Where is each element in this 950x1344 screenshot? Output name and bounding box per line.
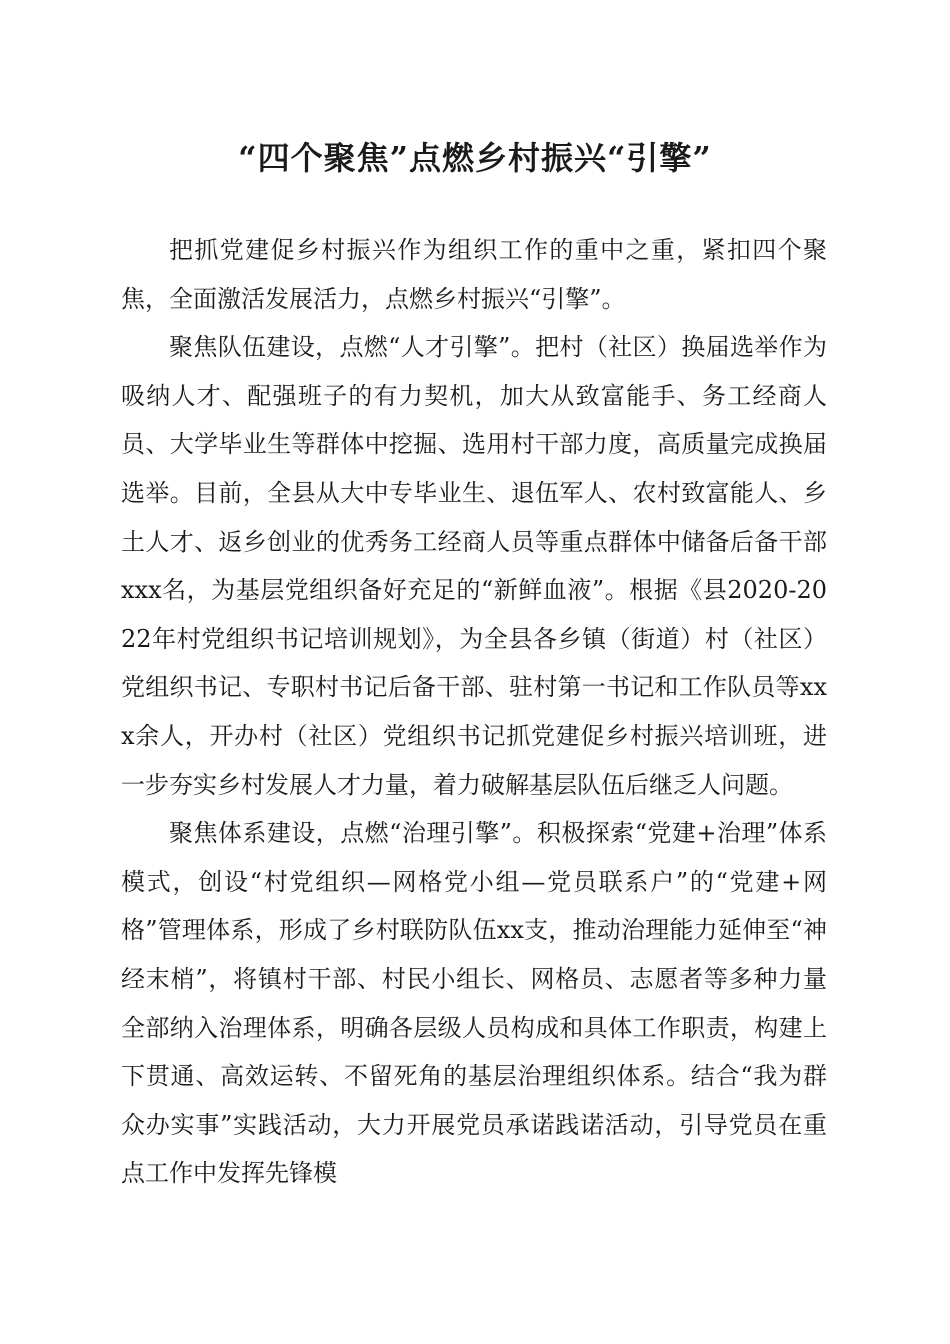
document-body	[121, 226, 827, 1198]
paragraph-intro: 把抓党建促乡村振兴作为组织工作的重中之重，紧扣四个聚焦，全面激活发展活力，点燃乡村振兴“引擎”。	[121, 236, 827, 313]
document-title: “四个聚焦”点燃乡村振兴“引擎”	[238, 139, 712, 177]
paragraph-talent-engine: 聚焦队伍建设，点燃“人才引擎”。把村（社区）换届选举作为吸纳人才、配强班子的有力契机，加大从致富能手、务工经商人员、大学毕业生等群体中挖掘、选用村干部力度，高质量完成换届选举。目前，全县从大中专毕业生、退伍军人、农村致富能人、乡土人才、返乡创业的优秀务工经商人员等重点群体中储备后备干部xxx名，为基层党组织备好充足的“新鲜血液”。根据《县2020-2022年村党组织书记培训规划》，为全县各乡镇（街道）村（社区）党组织书记、专职村书记后备干部、驻村第一书记和工作队员等xxx余人，开办村（社区）党组织书记抓党建促乡村振兴培训班，进一步夯实乡村发展人才力量，着力破解基层队伍后继乏人问题。	[121, 333, 827, 799]
paragraph-governance-engine: 聚焦体系建设，点燃“治理引擎”。积极探索“党建+治理”体系模式，创设“村党组织—网格党小组—党员联系户”的“党建+网格”管理体系，形成了乡村联防队伍xx支，推动治理能力延伸至“神经末梢”，将镇村干部、村民小组长、网格员、志愿者等多种力量全部纳入治理体系，明确各层级人员构成和具体工作职责，构建上下贯通、高效运转、不留死角的基层治理组织体系。结合“我为群众办实事”实践活动，大力开展党员承诺践诺活动，引导党员在重点工作中发挥先锋模	[121, 819, 827, 1188]
